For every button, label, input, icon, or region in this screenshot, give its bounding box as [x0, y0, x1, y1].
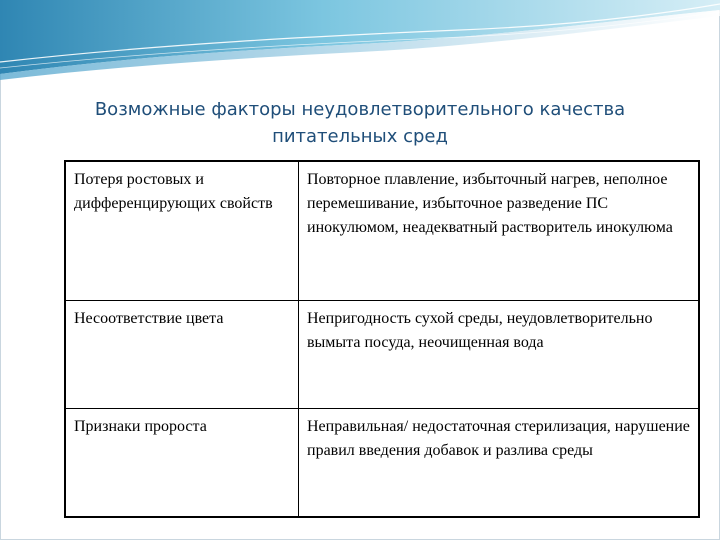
wave-header-decoration [0, 0, 720, 80]
symptom-cell: Несоответствие цвета [65, 301, 299, 409]
cause-cell: Неправильная/ недостаточная стерилизация, нарушение правил введения добавок и разлива среды [299, 409, 700, 518]
table-row [65, 409, 699, 518]
table-row [65, 301, 699, 409]
slide-title-line-2: питательных сред [272, 126, 448, 147]
cause-cell: Непригодность сухой среды, неудовлетворительно вымыта посуда, неочищенная вода [299, 301, 700, 409]
table-row [65, 161, 699, 301]
cause-cell: Повторное плавление, избыточный нагрев, неполное перемешивание, избыточное разведение ПС инокулюмом, неадекватный растворитель инокулюма [299, 161, 700, 301]
factors-table [64, 160, 700, 518]
symptom-cell: Потеря ростовых и дифференцирующих свойств [65, 161, 299, 301]
slide-title [40, 96, 680, 150]
slide-title-line-1: Возможные факторы неудовлетворительного качества [94, 99, 626, 120]
symptom-cell: Признаки пророста [65, 409, 299, 518]
